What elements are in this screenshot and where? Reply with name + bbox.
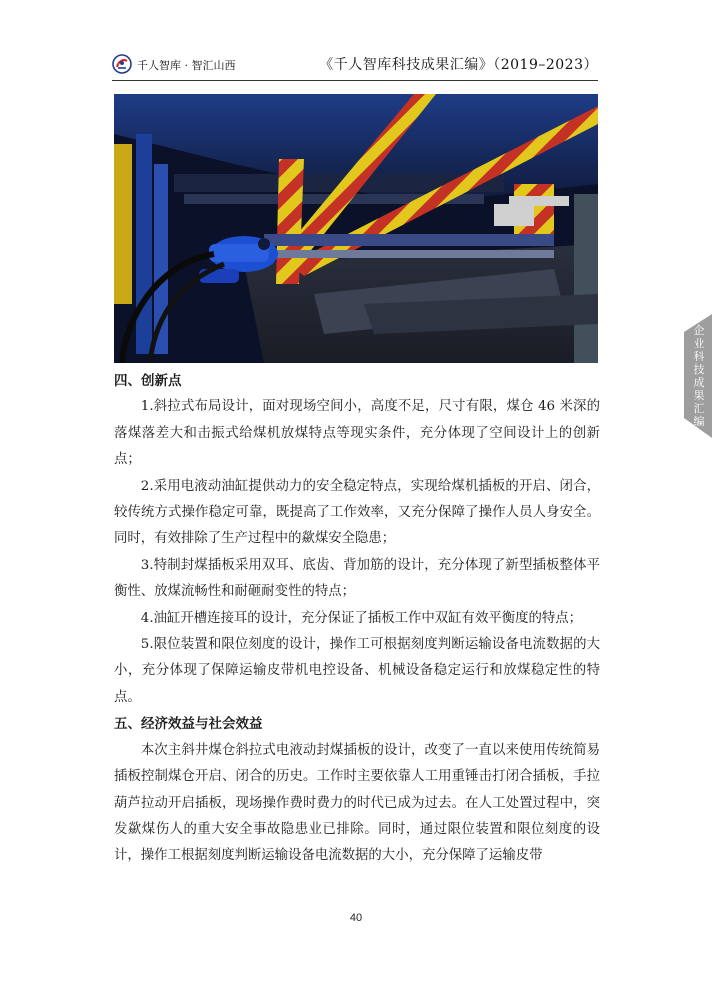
brand-name: 千人智库 · 智汇山西 bbox=[137, 59, 236, 72]
page-header bbox=[112, 50, 598, 80]
logo-icon bbox=[112, 54, 132, 74]
page-number: 40 bbox=[349, 912, 363, 924]
innovation-item-3: 3.特制封煤插板采用双耳、底齿、背加筋的设计，充分体现了新型插板整体平衡性、放煤流畅性和耐砸耐变性的特点； bbox=[114, 557, 600, 600]
innovation-item-1: 1.斜拉式布局设计，面对现场空间小，高度不足，尺寸有限，煤仓 46 米深的落煤落差大和击振式给煤机放煤特点等现实条件，充分体现了空间设计上的创新点； bbox=[114, 399, 600, 468]
equipment-photo bbox=[114, 94, 598, 363]
innovation-item-5: 5.限位装置和限位刻度的设计，操作工可根据刻度判断运输设备电流数据的大小，充分体现了保障运输皮带机电控设备、机械设备稳定运行和放煤稳定性的特点。 bbox=[114, 637, 600, 705]
innovation-item-2: 2.采用电液动油缸提供动力的安全稳定特点，实现给煤机插板的开启、闭合，较传统方式操作稳定可靠，既提高了工作效率，又充分保障了操作人员人身安全。同时，有效排除了生产过程中的歘煤安全隐患； bbox=[114, 478, 600, 547]
side-section-tab bbox=[684, 314, 712, 438]
side-tab-label: 企业科技成果汇编 bbox=[693, 324, 705, 428]
section-heading-innovation: 四、创新点 bbox=[114, 373, 182, 389]
benefits-paragraph: 本次主斜井煤仓斜拉式电液动封煤插板的设计，改变了一直以来使用传统简易插板控制煤仓开启、闭合的历史。工作时主要依靠人工用重锤击打闭合插板，手拉葫芦拉动开启插板，现场操作费时费力的时代已成为过去。在人工处置过程中，突发歘煤伤人的重大安全事故隐患业已排除。同时，通过限位装置和限位刻度的设计，操作工根据刻度判断运输设备电流数据的大小，充分保障了运输皮带 bbox=[114, 742, 600, 864]
body-content bbox=[114, 368, 600, 870]
header-divider bbox=[112, 80, 598, 81]
section-heading-benefits: 五、经济效益与社会效益 bbox=[114, 716, 263, 733]
book-title: 《千人智库科技成果汇编》（2019–2023） bbox=[319, 57, 598, 73]
innovation-item-4: 4.油缸开槽连接耳的设计，充分保证了插板工作中双缸有效平衡度的特点； bbox=[140, 610, 583, 626]
